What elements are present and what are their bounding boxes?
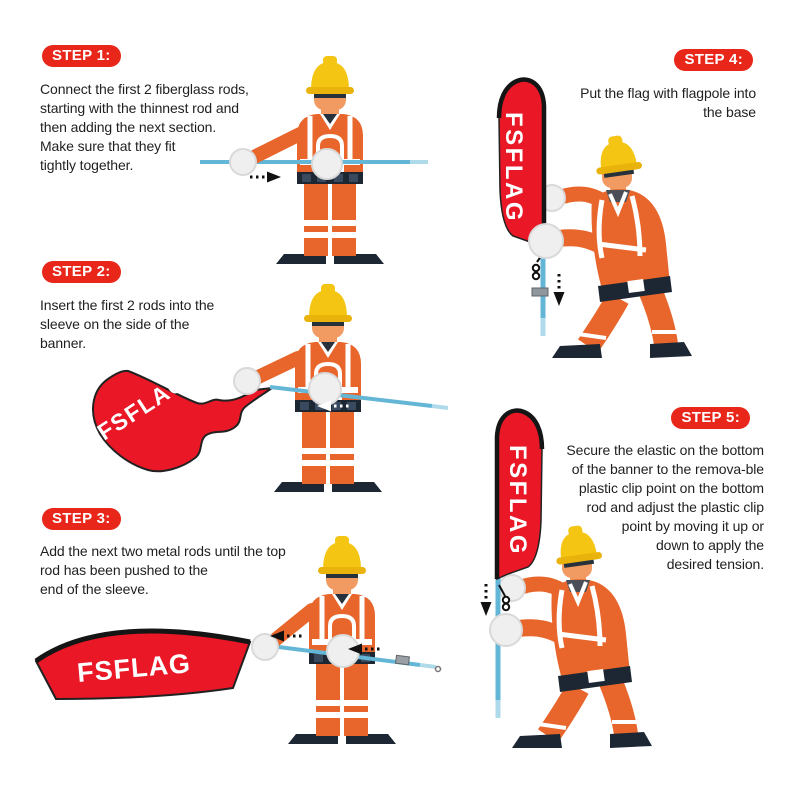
text-line: of the banner to the remova-ble	[571, 461, 764, 477]
step-4-text	[580, 84, 756, 122]
hand	[252, 634, 278, 660]
step-1-text	[40, 80, 249, 175]
text-line: rod and adjust the plastic clip	[586, 499, 764, 515]
swivel-clip-icon	[503, 597, 509, 610]
hand	[234, 368, 260, 394]
text-line: starting with the thinnest rod and	[40, 100, 239, 116]
flag-label: FSFLAG	[500, 112, 527, 223]
text-line: rod has been pushed to the	[40, 562, 208, 578]
hand	[529, 224, 563, 258]
text-line: the base	[703, 104, 756, 120]
text-line: Make sure that they fit	[40, 138, 176, 154]
hand	[309, 373, 341, 405]
text-line: Add the next two metal rods until the top	[40, 543, 286, 559]
step-5-badge: STEP 5:	[671, 407, 750, 429]
text-line: sleeve on the side of the	[40, 316, 190, 332]
flag-label: FSFLAG	[504, 445, 531, 556]
rod-tip	[432, 406, 448, 408]
text-line: Connect the first 2 fiberglass rods,	[40, 81, 249, 97]
text-line: tightly together.	[40, 157, 134, 173]
text-line: Secure the elastic on the bottom	[566, 442, 764, 458]
step-4-badge: STEP 4:	[674, 49, 753, 71]
text-line: end of the sleeve.	[40, 581, 149, 597]
step-5-text	[566, 441, 764, 574]
text-line: Insert the first 2 rods into the	[40, 297, 215, 313]
hand	[312, 149, 342, 179]
flag-label: FSFLAG	[92, 368, 192, 446]
text-line: plastic clip point on the bottom	[578, 480, 764, 496]
plastic-clip	[532, 288, 548, 296]
step-2-text	[40, 296, 214, 353]
step-1-badge: STEP 1:	[42, 45, 121, 67]
flag-label: FSFLAG	[75, 648, 193, 688]
step-3-badge: STEP 3:	[42, 508, 121, 530]
step-3-text	[40, 542, 286, 599]
text-line: banner.	[40, 335, 87, 351]
swivel-clip-icon	[533, 265, 539, 279]
rod-end-hook	[436, 667, 441, 672]
hand	[490, 614, 522, 646]
text-line: Put the flag with flagpole into	[580, 85, 756, 101]
arrow-right-dashed-icon	[250, 172, 281, 183]
arrow-down-dashed-icon	[481, 584, 492, 616]
arrow-down-dashed-icon	[554, 274, 565, 306]
text-line: then adding the next section.	[40, 119, 217, 135]
arm	[248, 134, 300, 160]
step-2-badge: STEP 2:	[42, 261, 121, 283]
text-line: desired tension.	[666, 556, 764, 572]
text-line: point by moving it up or	[621, 518, 764, 534]
text-line: down to apply the	[655, 537, 764, 553]
plastic-clip	[396, 655, 410, 665]
rod-tip	[420, 665, 436, 667]
